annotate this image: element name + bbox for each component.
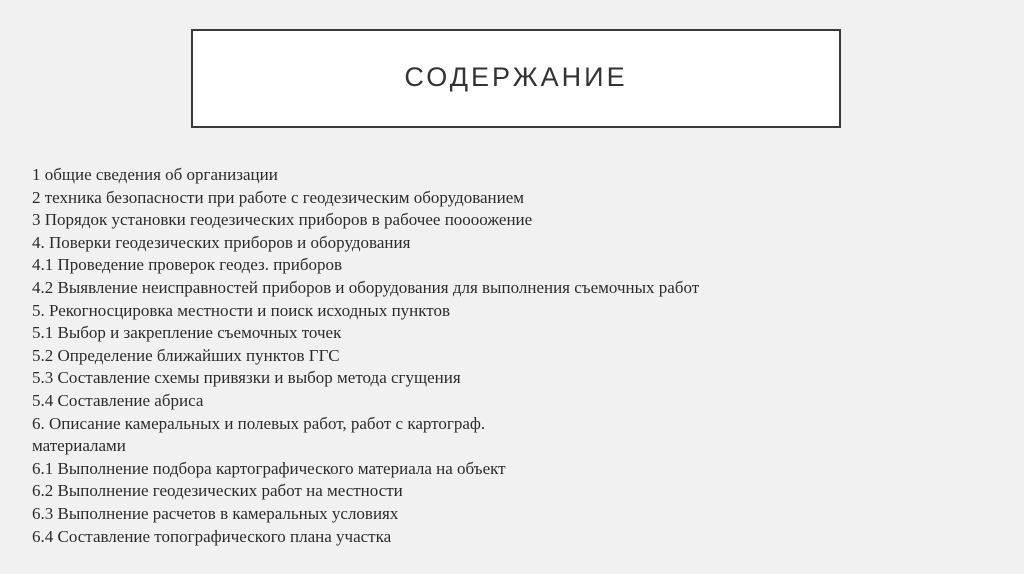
toc-item: 1 общие сведения об организации	[32, 165, 278, 184]
toc-item: 4.1 Проведение проверок геодез. приборов	[32, 255, 343, 275]
toc-item: 4.2 Выявление неисправностей приборов и оборудования для выполнения съемочных работ	[32, 277, 700, 297]
toc-item: 5.3 Составление схемы привязки и выбор метода сгущения	[32, 368, 461, 388]
toc-item: 5.4 Составление абриса	[32, 390, 204, 410]
toc-item: 5. Рекогносцировка местности и поиск исходных пунктов	[32, 300, 451, 320]
toc-item: 3 Порядок установки геодезических приборов в рабочее поооожение	[32, 210, 533, 230]
toc-item: 5.1 Выбор и закрепление съемочных точек	[32, 323, 342, 343]
toc-item: 5.2 Определение ближайших пунктов ГГС	[32, 345, 340, 365]
title-box	[191, 29, 841, 128]
toc-item: 2 техника безопасности при работе с геодезическим оборудованием	[32, 187, 525, 207]
toc-item: 6.2 Выполнение геодезических работ на местности	[32, 481, 403, 501]
table-of-contents	[32, 164, 699, 548]
toc-item: 4. Поверки геодезических приборов и оборудования	[32, 232, 411, 252]
toc-item: 6. Описание камеральных и полевых работ, работ с картограф.	[32, 413, 486, 433]
toc-item: 6.1 Выполнение подбора картографического материала на объект	[32, 458, 506, 478]
slide-title: СОДЕРЖАНИЕ	[404, 62, 628, 92]
toc-item: 6.4 Составление топографического плана участка	[32, 526, 392, 546]
toc-item: материалами	[32, 436, 126, 456]
toc-item: 6.3 Выполнение расчетов в камеральных условиях	[32, 503, 399, 523]
